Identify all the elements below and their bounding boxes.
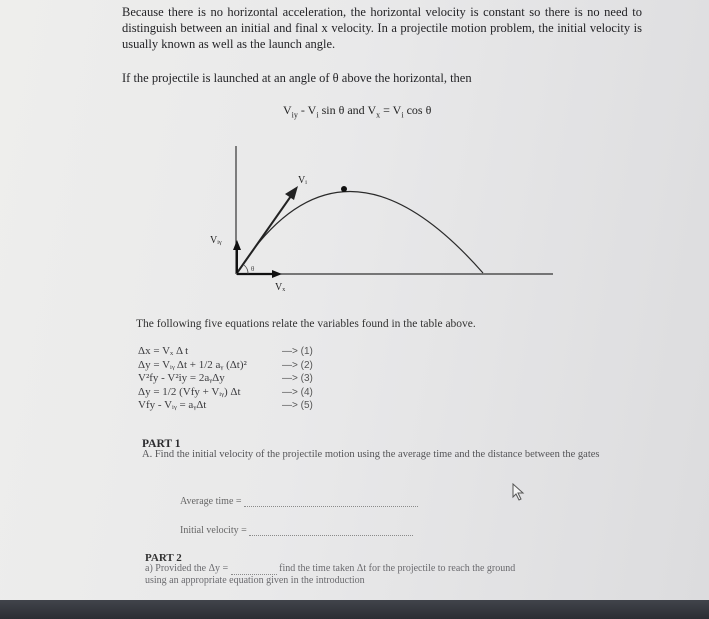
part1-title: PART 1 — [142, 438, 181, 450]
angle-arc — [244, 265, 248, 274]
projectile-diagram — [190, 140, 560, 300]
equation-row: V²fy - V²iy = 2aᵧΔy —> (3) — [138, 372, 313, 384]
equations-list — [138, 345, 313, 413]
equation-row: Δy = Vᵢᵧ Δt + 1/2 aᵧ (Δt)² —> (2) — [138, 358, 313, 371]
average-time-blank[interactable] — [244, 497, 418, 507]
equation-number: —> (2) — [282, 359, 313, 371]
mouse-pointer-icon — [512, 483, 526, 501]
intro-paragraph: Because there is no horizontal acceleration, the horizontal velocity is constant so there is no need to distinguish between an initial and final x velocity. In a projectile motion problem, the initial velocity is usually known as well as the launch angle. — [122, 5, 642, 51]
equation-number: —> (5) — [282, 400, 313, 411]
theta-label: θ — [251, 265, 255, 273]
vx-arrowhead — [272, 270, 282, 278]
equation-row: Vfy - Vᵢᵧ = aᵧΔt —> (5) — [138, 399, 313, 411]
part1-question: A. Find the initial velocity of the projectile motion using the average time and the distance between the gates — [142, 449, 600, 460]
vi-vector — [237, 196, 291, 273]
initial-velocity-blank[interactable] — [249, 526, 413, 536]
equation-number: —> (1) — [282, 346, 313, 357]
viy-arrowhead — [233, 240, 241, 250]
equation-row: Δy = 1/2 (Vfy + Vᵢᵧ) Δt —> (4) — [138, 385, 313, 398]
vx-label: Vₓ — [275, 282, 286, 293]
screen-bezel — [0, 600, 709, 619]
vi-arrowhead — [285, 186, 298, 200]
vi-label: Vᵢ — [298, 175, 307, 186]
average-time-row — [180, 496, 418, 507]
delta-y-blank[interactable] — [231, 565, 277, 575]
part2-question: a) Provided the Δy = find the time taken Δt for the projectile to reach the ground using an appropriate equation given in the introduction — [145, 563, 516, 586]
equation-row: Δx = Vₓ Δ t —> (1) — [138, 345, 313, 357]
equation-number: —> (4) — [282, 386, 313, 398]
viy-label: Vᵢᵧ — [210, 235, 222, 246]
equation-number: —> (3) — [282, 373, 313, 384]
equations-intro: The following five equations relate the variables found in the table above. — [136, 318, 476, 330]
launch-sentence: If the projectile is launched at an angle of θ above the horizontal, then — [122, 71, 472, 85]
initial-velocity-row — [180, 525, 413, 536]
apex-point — [341, 186, 347, 192]
part2-title: PART 2 — [145, 552, 182, 564]
velocity-components-formula: $V_{iy} - V_i$ sin θ and $V_x = V_i$ cos θ — [283, 103, 432, 120]
average-time-label: Average time = — [180, 496, 242, 507]
trajectory-curve — [237, 192, 483, 274]
initial-velocity-label: Initial velocity = — [180, 525, 247, 536]
